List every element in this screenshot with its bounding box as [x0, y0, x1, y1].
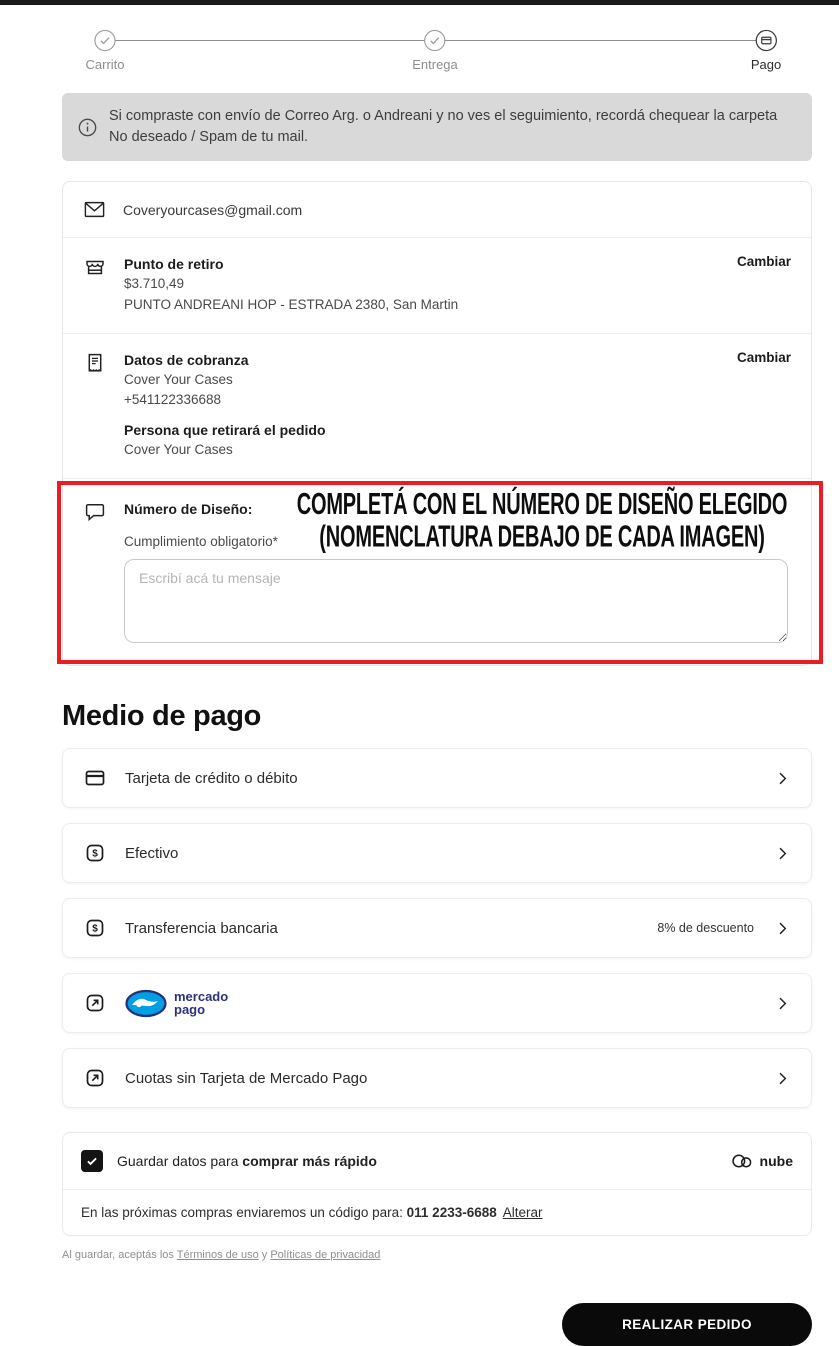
info-icon — [78, 118, 97, 137]
payment-methods-heading: Medio de pago — [62, 700, 262, 733]
pickup-point-body — [124, 254, 720, 315]
credit-card-icon — [83, 766, 107, 790]
billing-change-link[interactable]: Cambiar — [736, 349, 791, 365]
external-link-icon — [83, 991, 107, 1015]
billing-title: Datos de cobranza — [124, 351, 249, 368]
checkout-stepper — [0, 17, 839, 75]
alterar-link[interactable]: Alterar — [502, 1205, 543, 1221]
nube-logo — [730, 1152, 793, 1170]
chevron-right-icon — [774, 995, 791, 1012]
billing-phone: +541122336688 — [124, 392, 221, 408]
pickup-point-title: Punto de retiro — [124, 256, 224, 273]
cash-icon — [83, 841, 107, 865]
design-number-section — [63, 478, 811, 665]
submit-area — [0, 1303, 812, 1346]
shipping-info-banner — [62, 93, 812, 161]
step-label: Entrega — [412, 57, 458, 72]
nube-wordmark: nube — [759, 1153, 793, 1170]
chevron-right-icon — [774, 845, 791, 862]
email-row — [63, 182, 811, 237]
envelope-icon — [83, 198, 106, 221]
banner-text: Si compraste con envío de Correo Arg. o Andreani y no ves el seguimiento, recordá chequear la carpeta No deseado / Spam de tu mail. — [109, 108, 778, 146]
save-data-row — [63, 1133, 811, 1189]
payment-option-cash[interactable] — [62, 823, 812, 883]
design-required-label: Cumplimiento obligatorio* — [124, 534, 278, 550]
mercado-pago-logo — [125, 989, 756, 1018]
payment-option-card[interactable] — [62, 748, 812, 808]
pickup-change-link[interactable]: Cambiar — [736, 254, 791, 270]
mercado-pago-handshake-icon — [125, 989, 167, 1018]
top-black-bar — [0, 0, 839, 5]
design-number-title: Número de Diseño: — [124, 501, 253, 518]
annotation-line-1: COMPLETÁ CON EL NÚMERO DE DISEÑO ELEGIDO — [296, 487, 788, 522]
svg-text:$: $ — [92, 923, 98, 935]
save-data-label: Guardar datos para comprar más rápido — [117, 1153, 377, 1170]
pickup-point-address: PUNTO ANDREANI HOP - ESTRADA 2380, San Martin — [124, 296, 459, 312]
terms-line — [62, 1249, 839, 1261]
external-link-icon — [83, 1066, 107, 1090]
payment-option-mercado-pago[interactable] — [62, 973, 812, 1033]
payment-card-circle-icon — [755, 29, 778, 52]
terms-of-use-link[interactable]: Términos de uso — [176, 1249, 259, 1262]
terms-prefix: Al guardar, aceptás los — [62, 1249, 177, 1262]
payment-option-label: Cuotas sin Tarjeta de Mercado Pago — [125, 1069, 368, 1087]
step-entrega[interactable] — [412, 29, 458, 72]
nube-cloud-icon — [730, 1152, 755, 1170]
save-data-checkbox[interactable] — [81, 1150, 103, 1172]
design-annotation-text — [288, 489, 796, 555]
annotation-line-2: (NOMENCLATURA DEBAJO DE CADA IMAGEN) — [319, 520, 765, 555]
storefront-icon — [83, 254, 107, 315]
billing-name: Cover Your Cases — [124, 372, 233, 388]
payment-option-label: Transferencia bancaria — [125, 919, 278, 937]
save-data-card — [62, 1132, 812, 1236]
chevron-right-icon — [774, 1070, 791, 1087]
step-pago[interactable] — [751, 29, 781, 72]
step-label: Pago — [750, 57, 782, 72]
order-details-card — [62, 181, 812, 666]
mercado-pago-wordmark: mercado pago — [174, 988, 229, 1018]
payment-option-label: Tarjeta de crédito o débito — [125, 769, 298, 787]
step-label: Carrito — [85, 57, 125, 72]
chevron-right-icon — [774, 770, 791, 787]
chevron-right-icon — [774, 920, 791, 937]
billing-section — [63, 333, 811, 478]
payment-option-bank-transfer[interactable] — [62, 898, 812, 958]
check-circle-icon — [93, 29, 116, 52]
receipt-icon — [83, 350, 107, 460]
comment-bubble-icon — [83, 499, 107, 524]
payment-option-cuotas-sin-tarjeta[interactable] — [62, 1048, 812, 1108]
code-text: En las próximas compras enviaremos un código para: — [81, 1205, 407, 1221]
payment-option-label: Efectivo — [125, 844, 179, 862]
email-value: Coveryourcases@gmail.com — [123, 201, 303, 218]
design-number-textarea[interactable] — [124, 559, 788, 643]
check-circle-icon — [423, 29, 446, 52]
pickup-person-title: Persona que retirará el pedido — [124, 421, 326, 438]
code-phone: 011 2233-6688 — [406, 1205, 497, 1221]
step-carrito[interactable] — [85, 29, 124, 72]
pickup-person-name: Cover Your Cases — [124, 441, 233, 457]
cash-icon — [83, 916, 107, 940]
billing-body — [124, 350, 720, 460]
terms-middle: y — [258, 1249, 271, 1262]
svg-text:$: $ — [92, 848, 98, 860]
place-order-button[interactable]: REALIZAR PEDIDO — [562, 1303, 812, 1346]
pickup-point-price: $3.710,49 — [124, 276, 185, 292]
discount-badge: 8% de descuento — [657, 921, 754, 936]
code-phone-row — [63, 1189, 811, 1235]
pickup-point-section — [63, 237, 811, 333]
privacy-policy-link[interactable]: Políticas de privacidad — [270, 1249, 381, 1262]
